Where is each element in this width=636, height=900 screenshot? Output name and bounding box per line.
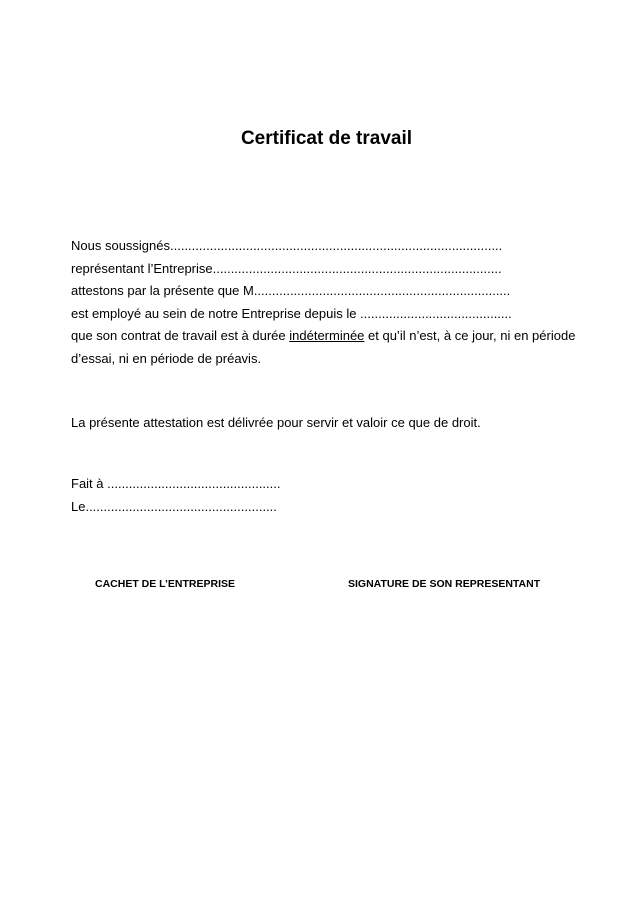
signatory-line: Nous soussignés............................................................................................ — [71, 238, 503, 253]
employment-date-line: est employé au sein de notre Entreprise depuis le .......................................... — [71, 305, 512, 321]
contract-line — [71, 325, 575, 348]
document-title: Certificat de travail — [240, 128, 413, 149]
place-line: Fait à ................................................ — [71, 476, 281, 491]
attestation-line: La présente attestation est délivrée pour servir et valoir ce que de droit. — [71, 415, 481, 430]
place-date-block — [71, 473, 281, 518]
contract-text-after: et qu’il n’est, à ce jour, ni en période — [364, 328, 576, 343]
date-line: Le..................................................... — [71, 498, 277, 514]
representative-signature-label: SIGNATURE DE SON REPRESENTANT — [348, 578, 541, 590]
certificate-body-paragraph — [71, 235, 575, 370]
company-stamp-label: CACHET DE L’ENTREPRISE — [95, 578, 236, 590]
contract-text-before: que son contrat de travail est à durée — [71, 328, 290, 343]
company-line: représentant l’Entreprise................................................................................ — [71, 260, 502, 276]
contract-type-emphasis: indéterminée — [289, 328, 365, 343]
attestation-statement — [71, 412, 481, 435]
trial-period-line: d’essai, ni en période de préavis. — [71, 350, 262, 366]
employee-line: attestons par la présente que M....................................................................... — [71, 283, 511, 298]
